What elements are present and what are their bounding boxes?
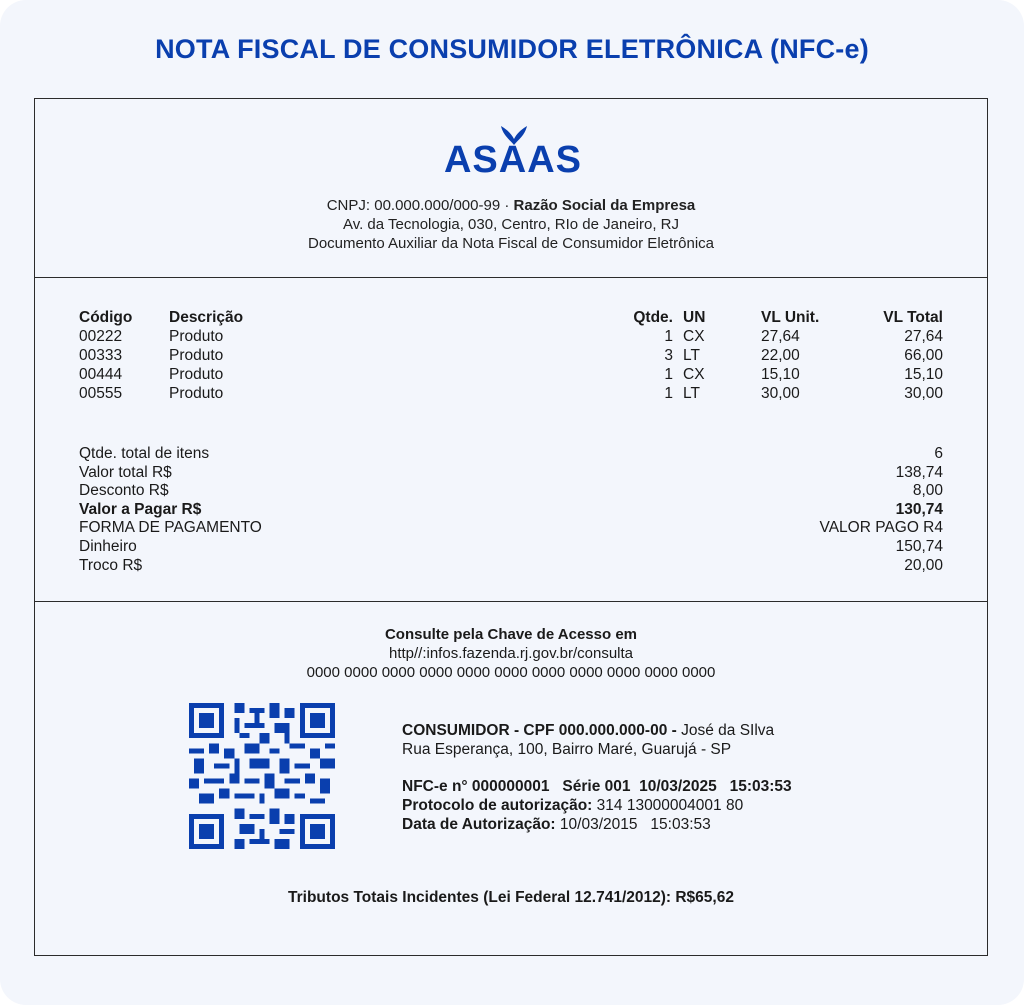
desconto-value: 8,00 bbox=[912, 482, 943, 500]
col-un: UN bbox=[683, 309, 706, 326]
item-desc: Produto bbox=[169, 366, 224, 383]
data-autorizacao-label: Data de Autorização: bbox=[402, 816, 556, 833]
item-vl-total: 66,00 bbox=[904, 347, 943, 364]
item-desc: Produto bbox=[169, 385, 224, 402]
troco-value: 20,00 bbox=[904, 556, 943, 574]
totals-section bbox=[79, 445, 943, 575]
item-vl-unit: 15,10 bbox=[761, 366, 800, 383]
item-qty: 1 bbox=[664, 366, 673, 383]
consumer-info bbox=[402, 721, 792, 834]
totals-row bbox=[79, 482, 943, 501]
consulta-url[interactable]: http//:infos.fazenda.rj.gov.br/consulta bbox=[388, 645, 634, 662]
table-row bbox=[79, 328, 943, 347]
valor-pagar-label: Valor a Pagar R$ bbox=[79, 500, 202, 518]
consumidor-label: CONSUMIDOR - CPF 000.000.000-00 - bbox=[402, 722, 677, 739]
qr-code[interactable] bbox=[189, 703, 335, 849]
item-code: 00444 bbox=[79, 366, 123, 383]
receipt bbox=[34, 98, 988, 956]
col-desc: Descrição bbox=[169, 309, 244, 326]
totals-row bbox=[79, 501, 943, 520]
item-code: 00555 bbox=[79, 385, 123, 402]
item-desc: Produto bbox=[169, 347, 224, 364]
protocolo-label: Protocolo de autorização: bbox=[402, 797, 593, 814]
table-row bbox=[79, 385, 943, 404]
valor-total-value: 138,74 bbox=[895, 463, 943, 481]
consumidor-name: José da SIlva bbox=[681, 722, 775, 739]
chave-acesso: 0000 0000 0000 0000 0000 0000 0000 0000 0000 0000 0000 bbox=[306, 664, 716, 681]
item-code: 00333 bbox=[79, 347, 123, 364]
cnpj-line bbox=[35, 197, 987, 214]
dinheiro-label: Dinheiro bbox=[79, 537, 137, 555]
item-code: 00222 bbox=[79, 328, 123, 345]
item-qty: 1 bbox=[664, 385, 673, 402]
item-qty: 3 bbox=[664, 347, 673, 364]
divider bbox=[35, 601, 987, 602]
item-vl-unit: 27,64 bbox=[761, 328, 800, 345]
troco-label: Troco R$ bbox=[79, 556, 143, 574]
forma-pagamento-label: FORMA DE PAGAMENTO bbox=[79, 519, 262, 537]
valor-pagar-value: 130,74 bbox=[895, 500, 943, 518]
col-code: Código bbox=[79, 309, 133, 326]
item-vl-total: 30,00 bbox=[904, 385, 943, 402]
cnpj: CNPJ: 00.000.000/000-99 · bbox=[326, 197, 510, 214]
dinheiro-value: 150,74 bbox=[895, 537, 943, 555]
table-row bbox=[79, 366, 943, 385]
item-vl-total: 15,10 bbox=[904, 366, 943, 383]
data-autorizacao-line bbox=[402, 815, 792, 834]
tributos-line: Tributos Totais Incidentes (Lei Federal 12.741/2012): R$65,62 bbox=[288, 889, 734, 906]
item-un: LT bbox=[683, 347, 700, 364]
item-vl-total: 27,64 bbox=[904, 328, 943, 345]
table-row bbox=[79, 347, 943, 366]
qtde-total-label: Qtde. total de itens bbox=[79, 445, 210, 462]
protocolo-line bbox=[402, 796, 792, 815]
totals-row bbox=[79, 445, 943, 464]
company-address: Av. da Tecnologia, 030, Centro, RIo de Janeiro, RJ bbox=[342, 216, 680, 233]
document-label: Documento Auxiliar da Nota Fiscal de Consumidor Eletrônica bbox=[307, 235, 715, 252]
totals-row bbox=[79, 519, 943, 538]
divider bbox=[35, 277, 987, 278]
consumidor-line bbox=[402, 721, 792, 740]
item-un: CX bbox=[683, 366, 705, 383]
valor-total-label: Valor total R$ bbox=[79, 463, 172, 481]
items-table bbox=[79, 309, 943, 404]
data-autorizacao-value: 10/03/2015 15:03:53 bbox=[559, 816, 711, 833]
col-qty: Qtde. bbox=[633, 309, 673, 326]
page-title: NOTA FISCAL DE CONSUMIDOR ELETRÔNICA (NFC-e) bbox=[155, 34, 869, 64]
table-header bbox=[79, 309, 943, 328]
logo-text: ASAAS bbox=[443, 139, 583, 181]
item-vl-unit: 30,00 bbox=[761, 385, 800, 402]
totals-row bbox=[79, 538, 943, 557]
col-vl-unit: VL Unit. bbox=[761, 309, 820, 326]
valor-pago-label: VALOR PAGO R4 bbox=[819, 519, 943, 537]
item-vl-unit: 22,00 bbox=[761, 347, 800, 364]
consulte-label: Consulte pela Chave de Acesso em bbox=[384, 626, 638, 643]
totals-row bbox=[79, 464, 943, 483]
item-un: CX bbox=[683, 328, 705, 345]
qtde-total-value: 6 bbox=[934, 445, 943, 462]
item-un: LT bbox=[683, 385, 700, 402]
totals-row bbox=[79, 557, 943, 576]
desconto-label: Desconto R$ bbox=[79, 482, 169, 500]
protocolo-value: 314 13000004001 80 bbox=[596, 797, 744, 814]
col-vl-total: VL Total bbox=[883, 309, 943, 326]
item-desc: Produto bbox=[169, 328, 224, 345]
razao-social: Razão Social da Empresa bbox=[513, 197, 696, 214]
brand-logo bbox=[429, 125, 597, 181]
nfce-line: NFC-e n° 000000001 Série 001 10/03/2025 15:03:53 bbox=[402, 778, 792, 795]
consumidor-address: Rua Esperança, 100, Bairro Maré, Guarujá - SP bbox=[402, 741, 732, 758]
item-qty: 1 bbox=[664, 328, 673, 345]
